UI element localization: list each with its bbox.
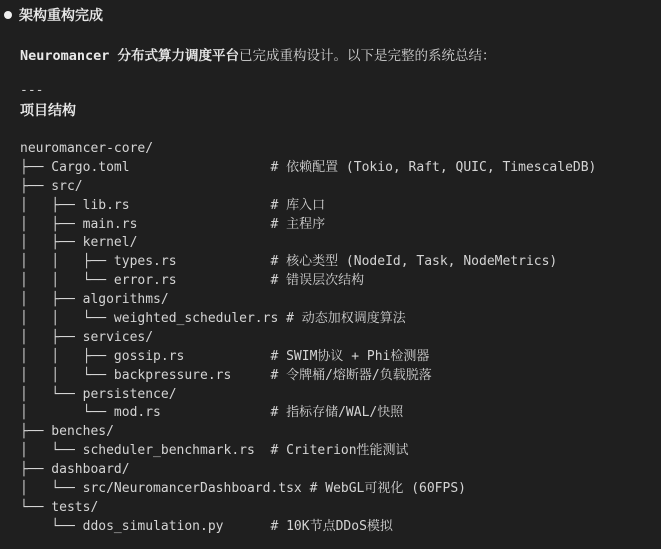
bullet-dot-icon <box>4 11 12 19</box>
tree-entry: │ ├── services/ <box>20 329 154 345</box>
tree-line <box>20 499 596 518</box>
tree-entry: │ ├── main.rs <box>20 216 271 232</box>
tree-comment: # 动态加权调度算法 <box>286 311 406 327</box>
tree-comment: # Criterion性能测试 <box>270 443 409 459</box>
tree-line <box>20 234 596 253</box>
separator: --- <box>20 83 44 98</box>
tree-comment: # 依赖配置 (Tokio, Raft, QUIC, TimescaleDB) <box>270 159 597 175</box>
tree-entry: ├── Cargo.toml <box>20 159 271 175</box>
tree-entry: ├── src/ <box>20 178 83 194</box>
tree-line <box>20 272 596 291</box>
section-title: 项目结构 <box>20 103 76 119</box>
tree-line <box>20 480 596 499</box>
tree-entry: └── tests/ <box>20 499 99 515</box>
tree-entry: │ ├── lib.rs <box>20 197 271 213</box>
intro-paragraph <box>20 44 496 64</box>
tree-line <box>20 178 596 197</box>
tree-line <box>20 329 596 348</box>
tree-comment: # 指标存储/WAL/快照 <box>270 405 404 421</box>
project-name: Neuromancer 分布式算力调度平台 <box>20 48 240 64</box>
tree-line <box>20 159 596 178</box>
tree-comment: # 10K节点DDoS模拟 <box>270 518 393 534</box>
tree-entry: │ │ └── backpressure.rs <box>20 367 271 383</box>
tree-line <box>20 404 596 423</box>
tree-comment: # SWIM协议 + Phi检测器 <box>270 348 430 364</box>
tree-line <box>20 253 596 272</box>
header-title: 架构重构完成 <box>19 8 103 24</box>
tree-entry: │ ├── kernel/ <box>20 235 138 251</box>
tree-entry: │ └── scheduler_benchmark.rs <box>20 443 271 459</box>
tree-entry: │ └── persistence/ <box>20 386 177 402</box>
tree-entry: │ ├── algorithms/ <box>20 292 169 308</box>
tree-entry: │ │ └── error.rs <box>20 273 271 289</box>
tree-line <box>20 423 596 442</box>
intro-text: 已完成重构设计。以下是完整的系统总结： <box>239 48 496 64</box>
project-tree <box>20 140 596 537</box>
tree-entry: └── ddos_simulation.py <box>20 518 271 534</box>
tree-entry: │ │ ├── types.rs <box>20 254 271 270</box>
tree-line <box>20 367 596 386</box>
tree-line <box>20 461 596 480</box>
tree-comment: # 主程序 <box>270 216 326 232</box>
tree-line <box>20 442 596 461</box>
tree-entry: │ └── mod.rs <box>20 405 271 421</box>
tree-line <box>20 140 596 159</box>
tree-line <box>20 216 596 235</box>
tree-entry: ├── benches/ <box>20 424 114 440</box>
tree-entry: │ └── src/NeuromancerDashboard.tsx <box>20 481 310 497</box>
tree-comment: # WebGL可视化 (60FPS) <box>309 481 466 497</box>
tree-entry: │ │ ├── gossip.rs <box>20 348 271 364</box>
message-header <box>4 5 103 25</box>
tree-line <box>20 291 596 310</box>
tree-line <box>20 386 596 405</box>
tree-line <box>20 518 596 537</box>
tree-comment: # 令牌桶/熔断器/负载脱落 <box>270 367 432 383</box>
tree-comment: # 核心类型 (NodeId, Task, NodeMetrics) <box>270 254 558 270</box>
tree-comment: # 库入口 <box>270 197 326 213</box>
tree-entry: │ │ └── weighted_scheduler.rs <box>20 311 287 327</box>
tree-line <box>20 197 596 216</box>
tree-line <box>20 310 596 329</box>
tree-line <box>20 348 596 367</box>
tree-entry: neuromancer-core/ <box>20 141 154 156</box>
tree-entry: ├── dashboard/ <box>20 462 130 478</box>
tree-comment: # 错误层次结构 <box>270 273 365 289</box>
